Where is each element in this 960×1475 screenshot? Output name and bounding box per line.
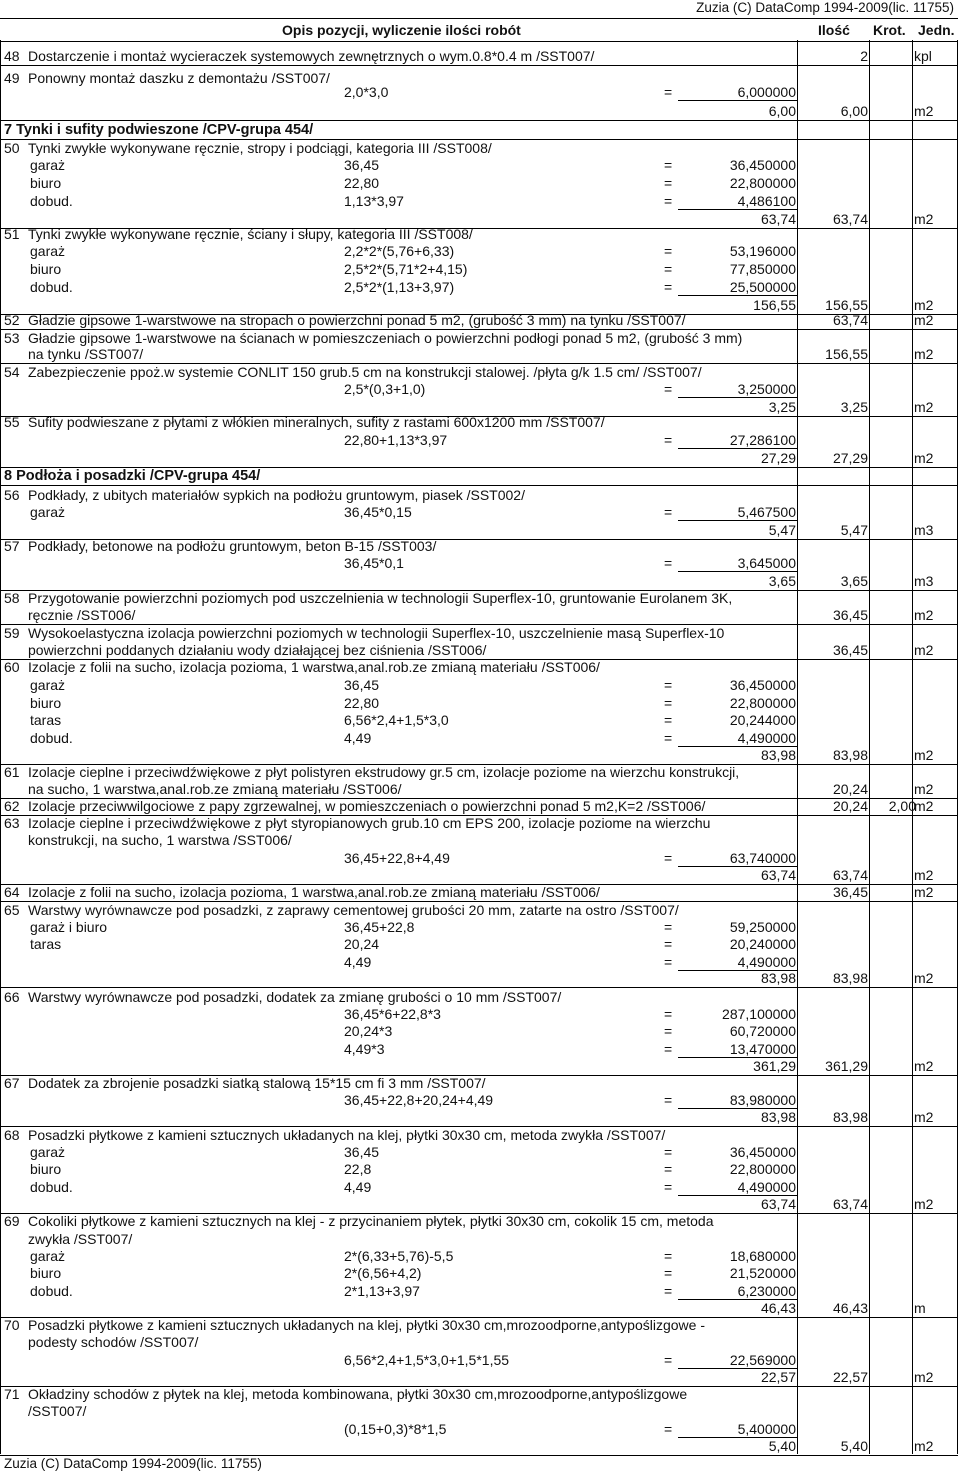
footer-copyright: Zuzia (C) DataComp 1994-2009(lic. 11755) <box>4 1456 262 1471</box>
calc-formula: 36,45*0,1 <box>344 555 404 571</box>
item-description-continued: konstrukcji, na sucho, 1 warstwa /SST006/ <box>28 832 292 848</box>
quantity-cell: 3,65 <box>840 573 868 589</box>
calc-formula: 4,49*3 <box>344 1041 385 1057</box>
calc-value: 6,230000 <box>737 1283 796 1299</box>
item-description: Sufity podwieszane z płytami z włókien mineralnych, sufity z rastami 600x1200 mm /SST007/ <box>28 414 605 430</box>
calc-subtotal: 46,43 <box>760 1300 796 1316</box>
calc-equals: = <box>664 504 673 520</box>
calc-equals: = <box>664 712 673 728</box>
quantity-cell: 83,98 <box>832 1109 868 1125</box>
calc-formula: 2,2*2*(5,76+6,33) <box>344 243 455 259</box>
column-divider-jedn <box>912 40 913 1454</box>
calc-subtotal: 361,29 <box>753 1058 796 1074</box>
item-description: Okładziny schodów z płytek na klej, metoda kombinowana, płytki 30x30 cm,mrozoodporne,antypoślizgowe <box>28 1386 688 1402</box>
calc-formula: 2*1,13+3,97 <box>344 1283 420 1299</box>
calc-equals: = <box>664 432 673 448</box>
calc-formula: 36,45 <box>344 677 380 693</box>
item-description: Tynki zwykłe wykonywane ręcznie, ściany i słupy, kategoria III /SST008/ <box>28 226 473 242</box>
calc-underline <box>678 448 797 449</box>
calc-equals: = <box>664 936 673 952</box>
calc-value: 287,100000 <box>722 1006 796 1022</box>
calc-value: 22,569000 <box>729 1352 796 1368</box>
calc-value: 4,490000 <box>737 730 796 746</box>
calc-equals: = <box>664 1248 673 1264</box>
item-number: 62 <box>4 798 20 814</box>
unit-cell: m2 <box>914 747 934 763</box>
item-description: Wysokoelastyczna izolacja powierzchni poziomych w technologii Superflex-10, uszczelnienie masą Superflex-10 <box>28 625 725 641</box>
item-description-continued: ręcznie /SST006/ <box>28 607 136 623</box>
unit-cell: m2 <box>914 450 934 466</box>
calc-equals: = <box>664 919 673 935</box>
calc-value: 36,450000 <box>729 1144 796 1160</box>
calc-formula: 22,80+1,13*3,97 <box>344 432 448 448</box>
unit-cell: m2 <box>914 1109 934 1125</box>
calc-formula: 36,45+22,8+20,24+4,49 <box>344 1092 494 1108</box>
unit-cell: m2 <box>914 867 934 883</box>
item-description: Podkłady, z ubitych materiałów sypkich na podłożu gruntowym, piasek /SST002/ <box>28 487 525 503</box>
calc-formula: (0,15+0,3)*8*1,5 <box>344 1421 447 1437</box>
calc-equals: = <box>664 1161 673 1177</box>
quantity-cell: 27,29 <box>832 450 868 466</box>
calc-location: garaż <box>30 1248 66 1264</box>
item-description-continued: powierzchni poddanych działaniu wody działającej bez ciśnienia /SST006/ <box>28 642 487 658</box>
item-number: 71 <box>4 1386 20 1402</box>
calc-formula: 20,24 <box>344 936 380 952</box>
calc-location: biuro <box>30 1265 62 1281</box>
calc-formula: 6,56*2,4+1,5*3,0 <box>344 712 449 728</box>
item-description: Podkłady, betonowe na podłożu gruntowym, beton B-15 /SST003/ <box>28 538 437 554</box>
unit-cell: m2 <box>914 211 934 227</box>
calc-value: 4,486100 <box>737 193 796 209</box>
item-description: Tynki zwykłe wykonywane ręcznie, stropy i podciągi, kategoria III /SST008/ <box>28 140 492 156</box>
quantity-cell: 3,25 <box>840 399 868 415</box>
calc-formula: 2,5*2*(5,71*2+4,15) <box>344 261 468 277</box>
multiplier-cell: 2,00 <box>888 798 916 814</box>
unit-cell: m2 <box>914 1196 934 1212</box>
unit-cell: m3 <box>914 573 934 589</box>
calc-location: dobud. <box>30 279 73 295</box>
calc-subtotal: 156,55 <box>753 297 796 313</box>
item-number: 48 <box>4 48 20 64</box>
calc-equals: = <box>664 84 673 100</box>
calc-location: garaż <box>30 157 66 173</box>
item-description: Izolacje przeciwwilgociowe z papy zgrzewalnej, w pomieszczeniach o powierzchni ponad 5 m2,K=2 /SST006/ <box>28 798 706 814</box>
calc-equals: = <box>664 243 673 259</box>
row-separator <box>0 485 958 486</box>
calc-value: 5,400000 <box>737 1421 796 1437</box>
item-description: Warstwy wyrównawcze pod posadzki, z zaprawy cementowej grubości 20 mm, zatarte na ostro /SST007/ <box>28 902 679 918</box>
item-number: 65 <box>4 902 20 918</box>
calc-formula: 36,45*0,15 <box>344 504 412 520</box>
item-description-continued: na sucho, 1 warstwa,anal.rob.ze zmianą materiału /SST006/ <box>28 781 402 797</box>
calc-equals: = <box>664 1023 673 1039</box>
table-header-krot: Krot. <box>873 22 906 38</box>
calc-subtotal: 83,98 <box>760 970 796 986</box>
quantity-cell: 36,45 <box>832 607 868 623</box>
unit-cell: m2 <box>914 607 934 623</box>
calc-equals: = <box>664 157 673 173</box>
item-description-continued: podesty schodów /SST007/ <box>28 1334 199 1350</box>
item-description: Posadzki płytkowe z kamieni sztucznych układanych na klej, płytki 30x30 cm,mrozoodporne,antypoślizgowe - <box>28 1317 705 1333</box>
calc-formula: 36,45*6+22,8*3 <box>344 1006 441 1022</box>
column-divider-left <box>0 40 1 1454</box>
item-number: 58 <box>4 590 20 606</box>
calc-underline <box>678 100 797 101</box>
item-description: Izolacje z folii na sucho, izolacja pozioma, 1 warstwa,anal.rob.ze zmianą materiału /SST006/ <box>28 659 600 675</box>
calc-equals: = <box>664 1421 673 1437</box>
calc-equals: = <box>664 279 673 295</box>
calc-value: 22,800000 <box>729 1161 796 1177</box>
item-description: Dostarczenie i montaż wycieraczek systemowych zewnętrznych o wym.0.8*0.4 m /SST007/ <box>28 48 595 64</box>
quantity-cell: 22,57 <box>832 1369 868 1385</box>
calc-subtotal: 27,29 <box>760 450 796 466</box>
unit-cell: m <box>914 1300 926 1316</box>
calc-formula: 36,45+22,8+4,49 <box>344 850 450 866</box>
calc-underline <box>678 397 797 398</box>
item-description: Warstwy wyrównawcze pod posadzki, dodatek za zmianę grubości o 10 mm /SST007/ <box>28 989 562 1005</box>
quantity-cell: 20,24 <box>832 781 868 797</box>
calc-value: 53,196000 <box>729 243 796 259</box>
unit-cell: m2 <box>914 399 934 415</box>
table-header-jedn: Jedn. <box>918 22 955 38</box>
unit-cell: m3 <box>914 522 934 538</box>
calc-equals: = <box>664 193 673 209</box>
calc-formula: 22,80 <box>344 695 380 711</box>
calc-underline <box>678 571 797 572</box>
calc-equals: = <box>664 1144 673 1160</box>
quantity-cell: 63,74 <box>832 312 868 328</box>
calc-subtotal: 63,74 <box>760 1196 796 1212</box>
calc-subtotal: 63,74 <box>760 867 796 883</box>
calc-formula: 22,80 <box>344 175 380 191</box>
item-number: 53 <box>4 330 20 346</box>
quantity-cell: 156,55 <box>825 297 868 313</box>
calc-formula: 2*(6,56+4,2) <box>344 1265 422 1281</box>
column-divider-right <box>957 40 958 1454</box>
quantity-cell: 83,98 <box>832 747 868 763</box>
quantity-cell: 63,74 <box>832 1196 868 1212</box>
item-number: 66 <box>4 989 20 1005</box>
calc-value: 22,800000 <box>729 695 796 711</box>
calc-equals: = <box>664 730 673 746</box>
calc-equals: = <box>664 1265 673 1281</box>
calc-value: 21,520000 <box>729 1265 796 1281</box>
item-description: Gładzie gipsowe 1-warstwowe na ścianach w pomieszczeniach o powierzchni podłogi ponad 5 m2, (grubość 3 mm) <box>28 330 743 346</box>
item-description: Dodatek za zbrojenie posadzki siatką stalową 15*15 cm fi 3 mm /SST007/ <box>28 1075 486 1091</box>
calc-equals: = <box>664 1092 673 1108</box>
calc-value: 18,680000 <box>729 1248 796 1264</box>
calc-equals: = <box>664 695 673 711</box>
item-description-continued: na tynku /SST007/ <box>28 346 144 362</box>
item-description: Posadzki płytkowe z kamieni sztucznych układanych na klej, płytki 30x30 cm, metoda zwykła /SST007/ <box>28 1127 666 1143</box>
item-description-continued: /SST007/ <box>28 1403 87 1419</box>
calc-equals: = <box>664 555 673 571</box>
calc-formula: 6,56*2,4+1,5*3,0+1,5*1,55 <box>344 1352 510 1368</box>
calc-value: 59,250000 <box>729 919 796 935</box>
item-description: Gładzie gipsowe 1-warstwowe na stropach o powierzchni ponad 5 m2, (grubość 3 mm) na tynku /SST007/ <box>28 312 686 328</box>
calc-value: 4,490000 <box>737 954 796 970</box>
calc-subtotal: 83,98 <box>760 747 796 763</box>
header-copyright: Zuzia (C) DataComp 1994-2009(lic. 11755) <box>696 0 954 15</box>
item-number: 60 <box>4 659 20 675</box>
item-number: 59 <box>4 625 20 641</box>
calc-location: garaż <box>30 1144 66 1160</box>
column-divider-krot <box>869 40 870 1454</box>
calc-value: 5,467500 <box>737 504 796 520</box>
calc-formula: 2,0*3,0 <box>344 84 389 100</box>
unit-cell: m2 <box>914 1369 934 1385</box>
calc-formula: 2,5*(0,3+1,0) <box>344 381 426 397</box>
item-number: 68 <box>4 1127 20 1143</box>
calc-location: garaż i biuro <box>30 919 108 935</box>
calc-equals: = <box>664 261 673 277</box>
calc-formula: 4,49 <box>344 954 372 970</box>
calc-location: garaż <box>30 504 66 520</box>
quantity-cell: 5,47 <box>840 522 868 538</box>
calc-subtotal: 6,00 <box>768 103 796 119</box>
table-header-title: Opis pozycji, wyliczenie ilości robót <box>282 22 521 38</box>
item-number: 54 <box>4 364 20 380</box>
group-heading: 8 Podłoża i posadzki /CPV-grupa 454/ <box>4 468 261 484</box>
calc-equals: = <box>664 850 673 866</box>
row-separator <box>0 65 958 66</box>
unit-cell: m2 <box>914 103 934 119</box>
quantity-cell: 36,45 <box>832 884 868 900</box>
calc-equals: = <box>664 1041 673 1057</box>
calc-equals: = <box>664 954 673 970</box>
calc-location: dobud. <box>30 730 73 746</box>
calc-formula: 4,49 <box>344 1179 372 1195</box>
unit-cell: m2 <box>914 312 934 328</box>
calc-subtotal: 5,47 <box>768 522 796 538</box>
unit-cell: kpl <box>914 48 932 64</box>
calc-value: 36,450000 <box>729 677 796 693</box>
row-separator <box>0 987 958 988</box>
item-number: 57 <box>4 538 20 554</box>
unit-cell: m2 <box>914 1438 934 1454</box>
item-number: 52 <box>4 312 20 328</box>
calc-value: 83,980000 <box>729 1092 796 1108</box>
calc-formula: 36,45 <box>344 157 380 173</box>
calc-value: 4,490000 <box>737 1179 796 1195</box>
unit-cell: m2 <box>914 781 934 797</box>
calc-value: 20,240000 <box>729 936 796 952</box>
quantity-cell: 5,40 <box>840 1438 868 1454</box>
calc-equals: = <box>664 1179 673 1195</box>
quantity-cell: 63,74 <box>832 867 868 883</box>
item-number: 56 <box>4 487 20 503</box>
item-description-continued: zwykła /SST007/ <box>28 1231 133 1247</box>
calc-subtotal: 5,40 <box>768 1438 796 1454</box>
unit-cell: m2 <box>914 884 934 900</box>
calc-value: 6,000000 <box>737 84 796 100</box>
table-header-ilosc: Ilość <box>818 22 850 38</box>
calc-location: biuro <box>30 1161 62 1177</box>
calc-formula: 4,49 <box>344 730 372 746</box>
calc-formula: 22,8 <box>344 1161 372 1177</box>
quantity-cell: 156,55 <box>825 346 868 362</box>
calc-equals: = <box>664 175 673 191</box>
calc-equals: = <box>664 1283 673 1299</box>
unit-cell: m2 <box>914 798 934 814</box>
item-number: 67 <box>4 1075 20 1091</box>
item-description: Zabezpieczenie ppoż.w systemie CONLIT 150 grub.5 cm na konstrukcji stalowej. /płyta g/k 1.5 cm/ /SST007/ <box>28 364 702 380</box>
calc-value: 63,740000 <box>729 850 796 866</box>
item-description: Cokoliki płytkowe z kamieni sztucznych na klej - z przycinaniem płytek, płytki 30x30 cm, cokolik 15 cm, metoda <box>28 1213 714 1229</box>
calc-subtotal: 63,74 <box>760 211 796 227</box>
item-number: 69 <box>4 1213 20 1229</box>
quantity-cell: 63,74 <box>832 211 868 227</box>
calc-location: taras <box>30 936 62 952</box>
item-description: Izolacje cieplne i przeciwdźwiękowe z płyt polistyren ekstrudowy gr.5 cm, izolacje poziome na wierzchu konstrukcji, <box>28 764 740 780</box>
item-number: 49 <box>4 70 20 86</box>
quantity-cell: 20,24 <box>832 798 868 814</box>
calc-formula: 1,13*3,97 <box>344 193 404 209</box>
calc-underline <box>678 295 797 296</box>
item-number: 63 <box>4 815 20 831</box>
item-number: 61 <box>4 764 20 780</box>
calc-subtotal: 22,57 <box>760 1369 796 1385</box>
item-number: 64 <box>4 884 20 900</box>
unit-cell: m2 <box>914 1058 934 1074</box>
calc-location: biuro <box>30 175 62 191</box>
item-number: 50 <box>4 140 20 156</box>
item-description: Ponowny montaż daszku z demontażu /SST007/ <box>28 70 330 86</box>
quantity-cell: 46,43 <box>832 1300 868 1316</box>
quantity-cell: 36,45 <box>832 642 868 658</box>
calc-equals: = <box>664 1006 673 1022</box>
item-number: 55 <box>4 414 20 430</box>
unit-cell: m2 <box>914 642 934 658</box>
unit-cell: m2 <box>914 970 934 986</box>
calc-value: 22,800000 <box>729 175 796 191</box>
calc-value: 3,645000 <box>737 555 796 571</box>
calc-value: 36,450000 <box>729 157 796 173</box>
calc-value: 77,850000 <box>729 261 796 277</box>
calc-location: dobud. <box>30 1283 73 1299</box>
item-description: Przygotowanie powierzchni poziomych pod uszczelnienia w technologii Superflex-10, gruntowanie Eurolanem 3K, <box>28 590 733 606</box>
item-number: 51 <box>4 226 20 242</box>
calc-formula: 20,24*3 <box>344 1023 393 1039</box>
calc-value: 25,500000 <box>729 279 796 295</box>
item-number: 70 <box>4 1317 20 1333</box>
row-separator <box>0 120 958 121</box>
calc-subtotal: 3,65 <box>768 573 796 589</box>
quantity-cell: 83,98 <box>832 970 868 986</box>
item-description: Izolacje cieplne i przeciwdźwiękowe z płyt styropianowych grub.10 cm EPS 200, izolacje poziome na wierzchu <box>28 815 711 831</box>
column-divider-ilosc <box>797 40 798 1454</box>
calc-location: dobud. <box>30 1179 73 1195</box>
calc-formula: 36,45+22,8 <box>344 919 415 935</box>
calc-value: 20,244000 <box>729 712 796 728</box>
calc-equals: = <box>664 1352 673 1368</box>
calc-location: biuro <box>30 261 62 277</box>
calc-underline <box>678 520 797 521</box>
calc-subtotal: 3,25 <box>768 399 796 415</box>
unit-cell: m2 <box>914 346 934 362</box>
calc-location: biuro <box>30 695 62 711</box>
calc-value: 3,250000 <box>737 381 796 397</box>
unit-cell: m2 <box>914 297 934 313</box>
calc-formula: 2*(6,33+5,76)-5,5 <box>344 1248 454 1264</box>
calc-subtotal: 83,98 <box>760 1109 796 1125</box>
calc-equals: = <box>664 677 673 693</box>
quantity-cell: 2 <box>860 48 868 64</box>
quantity-cell: 361,29 <box>825 1058 868 1074</box>
calc-value: 13,470000 <box>729 1041 796 1057</box>
calc-value: 27,286100 <box>729 432 796 448</box>
calc-location: dobud. <box>30 193 73 209</box>
calc-equals: = <box>664 381 673 397</box>
calc-location: garaż <box>30 677 66 693</box>
calc-formula: 36,45 <box>344 1144 380 1160</box>
calc-location: taras <box>30 712 62 728</box>
calc-value: 60,720000 <box>729 1023 796 1039</box>
item-description: Izolacje z folii na sucho, izolacja pozioma, 1 warstwa,anal.rob.ze zmianą materiału /SST006/ <box>28 884 600 900</box>
calc-underline <box>678 209 797 210</box>
calc-formula: 2,5*2*(1,13+3,97) <box>344 279 455 295</box>
group-heading: 7 Tynki i sufity podwieszone /CPV-grupa 454/ <box>4 122 314 138</box>
calc-location: garaż <box>30 243 66 259</box>
quantity-cell: 6,00 <box>840 103 868 119</box>
